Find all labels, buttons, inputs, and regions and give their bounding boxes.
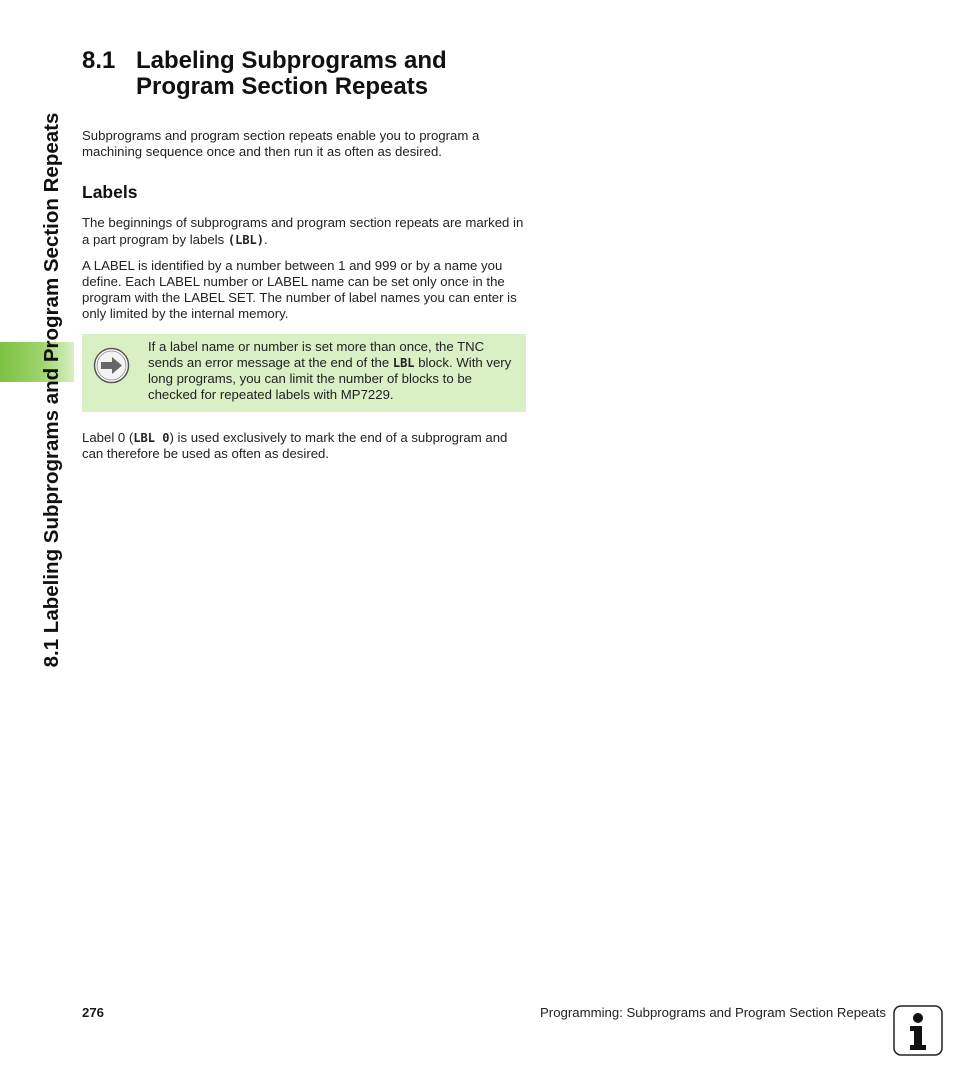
note-text-a: If a label name or number is set more than once, the TNC sends an error message at the end of the (148, 338, 485, 370)
lbl0-code: LBL 0 (133, 430, 170, 445)
section-number: 8.1 (82, 47, 116, 74)
labels-paragraph-2: A LABEL is identified by a number between 1 and 999 or by a name you define. Each LABEL number or LABEL name can be set only once in the program with the LABEL SET. The number of label names you can enter is only limited by the internal memory. (82, 257, 517, 322)
info-icon (893, 1005, 943, 1056)
main-content (82, 48, 527, 462)
note-text-b: block. With very long programs, you can limit the number of blocks to be checked for repeated labels with MP7229. (148, 354, 512, 403)
labels-paragraph-1 (82, 215, 527, 247)
section-title: Labeling Subprograms and Program Section Repeats (136, 47, 447, 100)
lbl-code: (LBL) (227, 232, 264, 247)
note-text (148, 339, 516, 404)
labels-p4-a: Label 0 ( (82, 429, 134, 445)
labels-p1-end: . (264, 231, 268, 247)
section-heading (82, 48, 527, 100)
note-lbl-code: LBL (392, 355, 415, 370)
labels-heading: Labels (82, 182, 138, 203)
note-box (82, 334, 526, 412)
labels-p1-text: The beginnings of subprograms and program section repeats are marked in a part program by labels (82, 215, 524, 247)
arrow-right-icon (93, 347, 130, 384)
labels-p4-b: ) is used exclusively to mark the end of a subprogram and can therefore be used as often as desired. (82, 429, 508, 461)
footer-chapter-title: Programming: Subprograms and Program Section Repeats (540, 1005, 886, 1020)
intro-paragraph: Subprograms and program section repeats enable you to program a machining sequence once and then run it as often as desired. (82, 128, 480, 160)
page-number: 276 (82, 1005, 105, 1020)
labels-paragraph-4 (82, 430, 527, 462)
sidebar-chapter-title: 8.1 Labeling Subprograms and Program Section Repeats (40, 112, 63, 668)
